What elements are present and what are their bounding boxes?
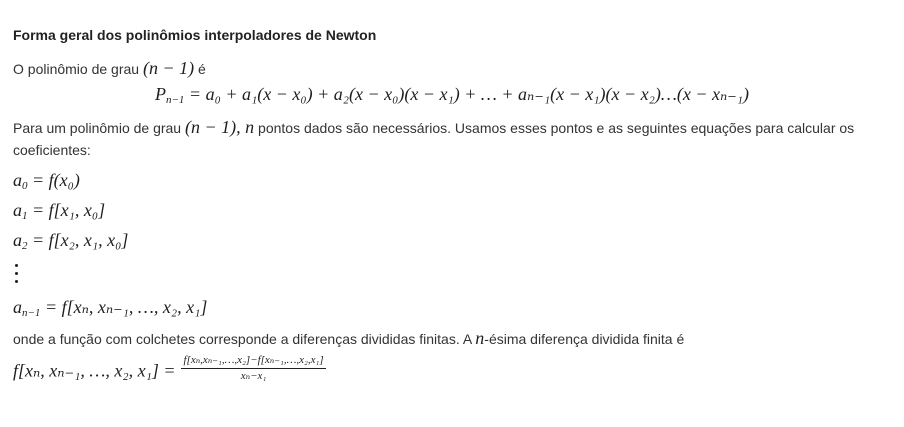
equation-a0: $a_0 = f(x_0)$ bbox=[13, 170, 80, 192]
formula-rhs: = a₀ + a₁(x − x₀) + a₂(x − x₀)(x − x₁) + … + aₙ₋₁(x − x₁)(x − x₂)…(x − xₙ₋₁) bbox=[188, 84, 750, 104]
para2-text-a: Para um polinômio de grau bbox=[13, 120, 185, 136]
section-title: Forma geral dos polinômios interpoladores de Newton bbox=[13, 27, 377, 43]
intro-paragraph bbox=[13, 57, 206, 80]
divided-difference-formula bbox=[13, 354, 326, 387]
para3-text-b: -ésima diferença dividida finita é bbox=[484, 331, 685, 347]
formula-lhs-subscript: n−1 bbox=[165, 94, 185, 106]
vertical-ellipsis bbox=[15, 262, 19, 284]
para2-text-b: pontos dados são necessários. Usamos esses pontos e as seguintes equações para calcular os coeficientes: bbox=[13, 120, 855, 158]
equation-a1: $a_1 = f[x_1$, x₀] bbox=[13, 200, 106, 222]
requirements-paragraph bbox=[13, 116, 883, 161]
fraction-denominator: xₙ−x₁ bbox=[240, 370, 267, 382]
fraction-numerator: f[xₙ,xₙ₋₁,…,x₂]−f[xₙ₋₁,…,x₂,x₁] bbox=[181, 354, 325, 369]
intro-text-after: é bbox=[194, 61, 206, 77]
intro-text-before: O polinômio de grau bbox=[13, 61, 143, 77]
equation-an-1: $a_{n-1} = f[x_n$, xₙ₋₁, …, x₂, x₁] bbox=[13, 297, 208, 319]
para3-math: n bbox=[475, 328, 485, 348]
intro-degree-math: (n − 1) bbox=[142, 58, 195, 78]
formula-lhs: P bbox=[154, 84, 166, 104]
newton-polynomial-formula bbox=[13, 84, 891, 105]
para3-text-a: onde a função com colchetes corresponde a diferenças divididas finitas. A bbox=[13, 331, 476, 347]
para2-math: (n − 1), n bbox=[185, 117, 255, 137]
equation-a2: $a_2 = f[x_2$, x₁, x₀] bbox=[13, 230, 129, 252]
final-formula-lhs: f[xₙ, xₙ₋₁, …, x₂, x₁] = bbox=[13, 360, 176, 381]
divided-difference-paragraph bbox=[13, 327, 684, 350]
final-formula-fraction bbox=[181, 354, 325, 383]
